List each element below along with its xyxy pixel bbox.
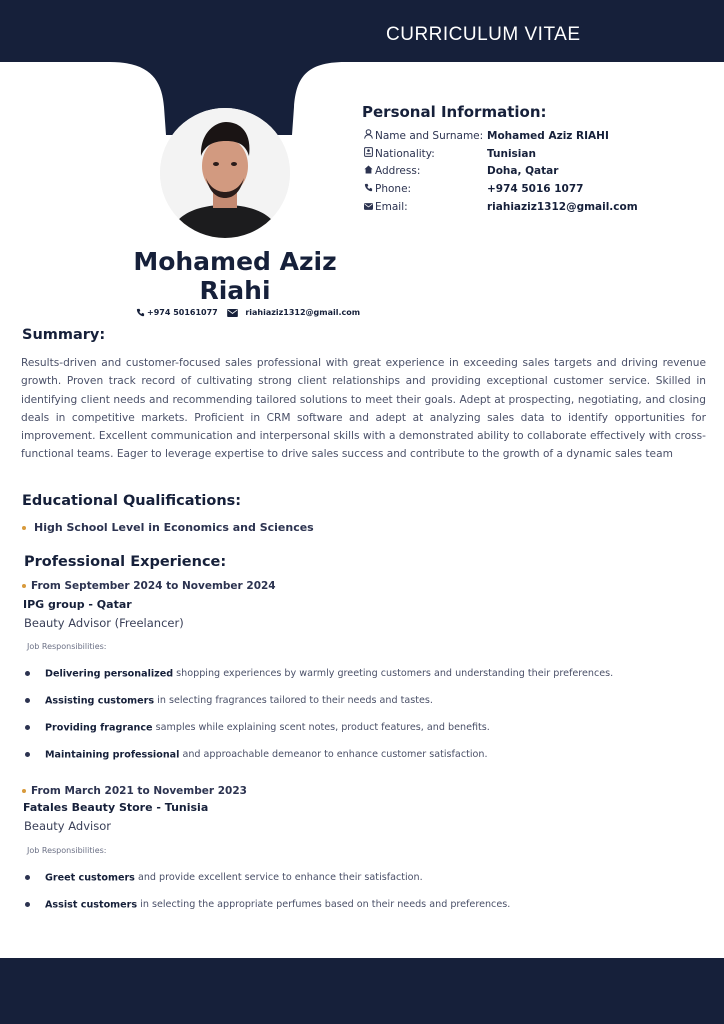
full-name [104, 247, 366, 305]
bullet-dot [22, 584, 26, 588]
resp-bold: Assisting customers [45, 695, 155, 707]
pi-row-name [364, 129, 609, 142]
resp-text: in selecting fragrances tailored to their needs and tastes. [154, 695, 433, 706]
footer-bar [0, 958, 724, 1024]
resp-bold: Delivering personalized [45, 668, 174, 680]
pi-value[interactable]: riahiaziz1312@gmail.com [487, 201, 638, 213]
bullet-dot [25, 902, 30, 907]
mail-icon [364, 201, 375, 213]
job-period [22, 580, 276, 592]
phone-icon [364, 183, 375, 195]
bullet-dot [22, 789, 26, 793]
job-role: Beauty Advisor (Freelancer) [24, 616, 184, 630]
contact-phone[interactable]: +974 50161077 [147, 308, 218, 317]
resp-text: samples while explaining scent notes, product features, and benefits. [152, 722, 490, 733]
pi-label: Name and Surname: [375, 129, 484, 142]
list-item [25, 695, 433, 707]
name-line-2: Riahi [199, 276, 271, 305]
personal-info-title: Personal Information: [362, 103, 547, 121]
pi-value: Doha, Qatar [487, 165, 559, 177]
job-resp-label: Job Responsibilities: [27, 846, 107, 855]
pi-label: Phone: [375, 183, 412, 195]
profile-photo [160, 108, 290, 238]
contact-row [136, 308, 360, 317]
person-icon [364, 129, 375, 142]
job-resp-label: Job Responsibilities: [27, 642, 107, 651]
education-item [22, 521, 314, 534]
job-company: IPG group - Qatar [23, 598, 132, 611]
pi-row-email [364, 201, 638, 213]
list-item [25, 899, 510, 911]
pi-value: Mohamed Aziz RIAHI [487, 129, 609, 142]
cv-title: CURRICULUM VITAE [386, 24, 581, 45]
resp-text: and approachable demeanor to enhance customer satisfaction. [179, 749, 488, 760]
id-card-icon [364, 147, 375, 160]
resp-text: shopping experiences by warmly greeting customers and understanding their preferences. [173, 668, 614, 679]
list-item [25, 668, 613, 680]
resp-text: in selecting the appropriate perfumes based on their needs and preferences. [137, 899, 511, 910]
resp-bold: Providing fragrance [45, 722, 153, 734]
experience-title: Professional Experience: [24, 554, 227, 570]
name-line-1: Mohamed Aziz [133, 247, 337, 276]
bullet-dot [25, 698, 30, 703]
phone-icon [136, 308, 145, 317]
bullet-dot [25, 752, 30, 757]
pi-value: Tunisian [487, 147, 536, 160]
pi-row-nationality [364, 147, 536, 160]
list-item [25, 722, 490, 734]
education-title: Educational Qualifications: [22, 493, 242, 509]
bullet-dot [25, 671, 30, 676]
pi-label: Address: [375, 165, 421, 177]
header-bar [0, 0, 724, 62]
pi-row-phone [364, 183, 583, 195]
job-period-text: From March 2021 to November 2023 [31, 785, 247, 797]
pi-label: Email: [375, 201, 408, 213]
education-item-text: High School Level in Economics and Sciences [34, 521, 314, 534]
summary-text: Results-driven and customer-focused sales professional with great experience in exceeding sales targets and driving revenue growth. Proven track record of cultivating strong client relationships and providing exceptional customer service. Skilled in identifying client needs and recommending tailored solutions to meet their goals. Adept at prospecting, negotiating, and closing deals in competitive markets. Proficient in CRM software and adept at analyzing sales data to identify opportunities for improvement. Excellent communication and interpersonal skills with a demonstrated ability to collaborate effectively with cross-functional teams. Eager to leverage expertise to drive sales success and contribute to the growth of a dynamic sales team [21, 357, 706, 461]
home-icon [364, 165, 375, 177]
bullet-dot [22, 526, 26, 530]
bullet-dot [25, 875, 30, 880]
mail-icon [227, 309, 238, 317]
job-role: Beauty Advisor [24, 819, 111, 833]
resp-bold: Maintaining professional [45, 749, 180, 761]
list-item [25, 872, 423, 884]
resp-text: and provide excellent service to enhance their satisfaction. [134, 872, 423, 883]
resp-bold: Greet customers [45, 872, 135, 884]
list-item [25, 749, 488, 761]
job-period-text: From September 2024 to November 2024 [31, 580, 276, 592]
bullet-dot [25, 725, 30, 730]
pi-row-address [364, 165, 558, 177]
job-company: Fatales Beauty Store - Tunisia [23, 801, 209, 814]
header-wave [0, 55, 724, 135]
pi-label: Nationality: [375, 147, 435, 160]
resp-bold: Assist customers [45, 899, 138, 911]
contact-email[interactable]: riahiaziz1312@gmail.com [245, 308, 361, 317]
job-period [22, 785, 247, 797]
summary-title: Summary: [22, 327, 106, 343]
pi-value[interactable]: +974 5016 1077 [487, 183, 584, 195]
